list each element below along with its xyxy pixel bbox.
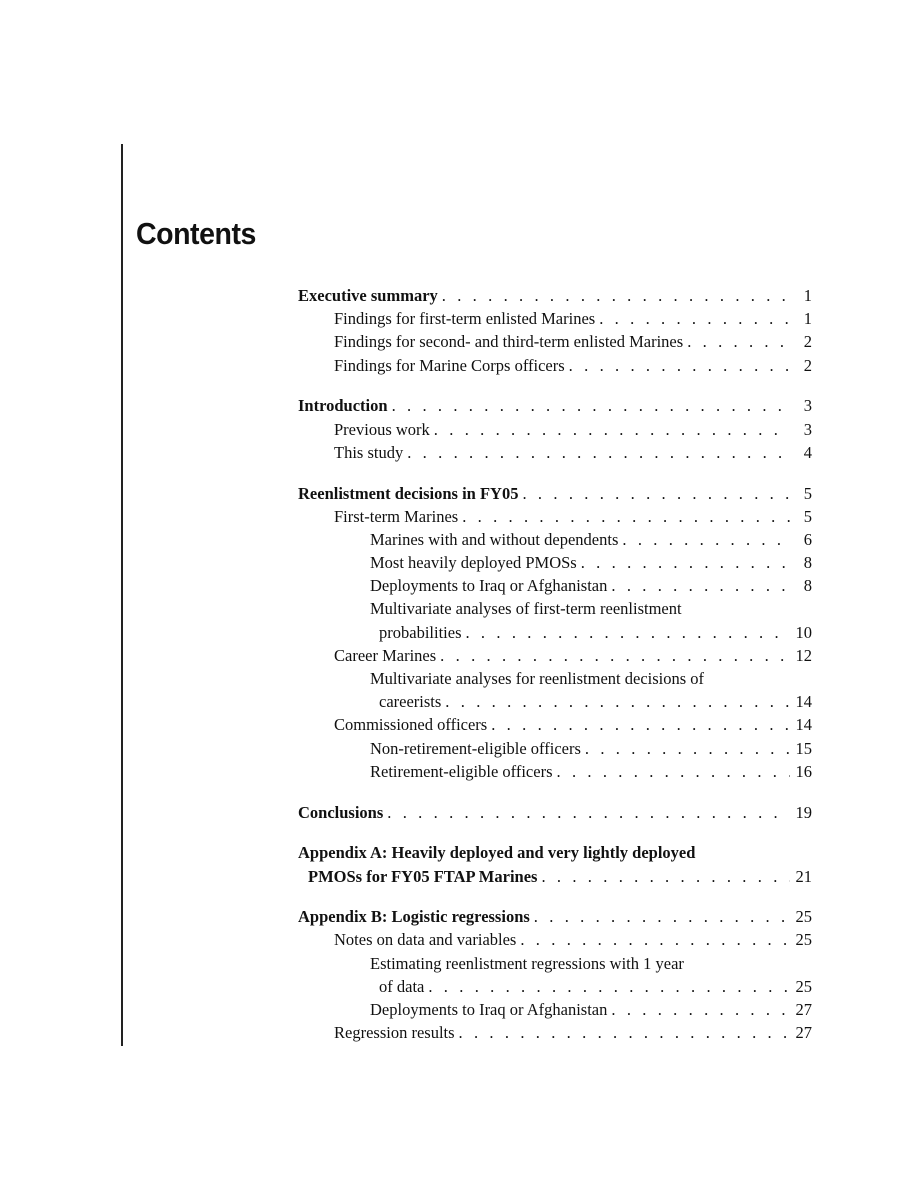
toc-entry-title: This study bbox=[334, 442, 404, 462]
toc-page-number: 10 bbox=[795, 622, 812, 642]
toc-page-number: 5 bbox=[803, 483, 812, 503]
toc-entry[interactable] bbox=[298, 841, 812, 864]
leader-dots bbox=[459, 1021, 790, 1044]
toc-entry[interactable] bbox=[298, 354, 812, 377]
toc-entry-title: Estimating reenlistment regressions with 1 year bbox=[370, 953, 684, 973]
toc-entry-title: Executive summary bbox=[298, 286, 438, 305]
toc-page-number: 15 bbox=[795, 738, 812, 758]
toc-entry-title: Multivariate analyses for reenlistment decisions of bbox=[370, 669, 705, 688]
toc-entry-title: Findings for Marine Corps officers bbox=[334, 355, 565, 375]
toc-page-number: 14 bbox=[795, 715, 812, 735]
toc-entry[interactable] bbox=[298, 1021, 812, 1044]
toc-page-number: 14 bbox=[795, 692, 812, 712]
leader-dots bbox=[434, 418, 790, 441]
toc-entry-title: Deployments to Iraq or Afghanistan bbox=[370, 1000, 608, 1020]
toc-entry[interactable] bbox=[298, 284, 812, 307]
toc-entry-continuation[interactable] bbox=[298, 621, 812, 644]
toc-page-number: 6 bbox=[803, 529, 812, 549]
toc-entry[interactable] bbox=[298, 905, 812, 928]
toc-entry-title-cont: probabilities bbox=[379, 622, 462, 642]
leader-dots bbox=[440, 644, 790, 667]
toc-entry[interactable] bbox=[298, 307, 812, 330]
leader-dots bbox=[522, 482, 790, 505]
toc-entry[interactable] bbox=[298, 952, 812, 975]
toc-entry[interactable] bbox=[298, 760, 812, 783]
toc-entry[interactable] bbox=[298, 482, 812, 505]
toc-entry-title-cont: PMOSs for FY05 FTAP Marines bbox=[308, 866, 538, 886]
toc-entry-continuation[interactable] bbox=[298, 690, 812, 713]
leader-dots bbox=[599, 307, 790, 330]
toc-entry-title: First-term Marines bbox=[334, 506, 459, 526]
toc-entry-continuation[interactable] bbox=[298, 865, 812, 888]
toc-entry[interactable] bbox=[298, 667, 812, 690]
toc-page-number: 3 bbox=[803, 419, 812, 439]
toc-entry[interactable] bbox=[298, 928, 812, 951]
leader-dots bbox=[428, 975, 790, 998]
toc-page-number: 16 bbox=[795, 761, 812, 781]
toc-entry[interactable] bbox=[298, 713, 812, 736]
toc-page-number: 25 bbox=[795, 930, 812, 950]
toc-page-number: 12 bbox=[795, 645, 812, 665]
leader-dots bbox=[687, 330, 790, 353]
leader-dots bbox=[465, 621, 790, 644]
toc-page-number: 25 bbox=[795, 976, 812, 996]
toc-entry[interactable] bbox=[298, 418, 812, 441]
leader-dots bbox=[611, 574, 790, 597]
toc-page-number: 25 bbox=[795, 907, 812, 927]
toc-entry[interactable] bbox=[298, 597, 812, 620]
toc-page-number: 2 bbox=[803, 355, 812, 375]
leader-dots bbox=[581, 551, 790, 574]
toc-page-number: 1 bbox=[803, 286, 812, 305]
toc-entry-title: Retirement-eligible officers bbox=[370, 761, 553, 781]
toc-entry-title-cont: careerists bbox=[379, 692, 442, 712]
toc-entry-title: Conclusions bbox=[298, 802, 384, 822]
leader-dots bbox=[520, 928, 790, 951]
toc-entry[interactable] bbox=[298, 998, 812, 1021]
toc-entry-title: Non-retirement-eligible officers bbox=[370, 738, 581, 758]
leader-dots bbox=[387, 801, 790, 824]
page-title: Contents bbox=[136, 216, 256, 251]
toc-page-number: 3 bbox=[803, 396, 812, 416]
toc-page-number: 8 bbox=[803, 576, 812, 596]
toc-entry-title: Marines with and without dependents bbox=[370, 529, 619, 549]
toc-entry-title: Reenlistment decisions in FY05 bbox=[298, 483, 519, 503]
toc-entry[interactable] bbox=[298, 528, 812, 551]
leader-dots bbox=[622, 528, 790, 551]
toc-entry-title: Appendix A: Heavily deployed and very lightly deployed bbox=[298, 843, 696, 863]
toc-page-number: 27 bbox=[795, 1000, 812, 1020]
toc-page-number: 2 bbox=[803, 332, 812, 352]
toc-page-number: 19 bbox=[795, 802, 812, 822]
toc-entry-title: Deployments to Iraq or Afghanistan bbox=[370, 576, 608, 596]
leader-dots bbox=[392, 394, 790, 417]
leader-dots bbox=[491, 713, 790, 736]
toc-entry-title: Appendix B: Logistic regressions bbox=[298, 907, 530, 927]
leader-dots bbox=[442, 284, 790, 307]
toc-entry-title: Previous work bbox=[334, 419, 430, 439]
table-of-contents bbox=[298, 284, 812, 1044]
leader-dots bbox=[569, 354, 790, 377]
leader-dots bbox=[611, 998, 790, 1021]
leader-dots bbox=[445, 690, 790, 713]
toc-page-number: 1 bbox=[803, 309, 812, 329]
toc-page-number: 8 bbox=[803, 553, 812, 573]
toc-entry-title: Multivariate analyses of first-term reenlistment bbox=[370, 599, 682, 619]
toc-page-number: 21 bbox=[795, 866, 812, 886]
toc-entry-title-cont: of data bbox=[379, 976, 425, 996]
toc-entry-title: Regression results bbox=[334, 1023, 455, 1043]
toc-entry-title: Commissioned officers bbox=[334, 715, 488, 735]
toc-entry[interactable] bbox=[298, 737, 812, 760]
leader-dots bbox=[541, 865, 790, 888]
toc-entry[interactable] bbox=[298, 330, 812, 353]
toc-entry-title: Career Marines bbox=[334, 645, 437, 665]
toc-page-number: 5 bbox=[803, 506, 812, 526]
toc-entry[interactable] bbox=[298, 551, 812, 574]
toc-entry[interactable] bbox=[298, 574, 812, 597]
toc-page-number: 27 bbox=[795, 1023, 812, 1043]
toc-entry-continuation[interactable] bbox=[298, 975, 812, 998]
toc-entry[interactable] bbox=[298, 505, 812, 528]
leader-dots bbox=[585, 737, 790, 760]
toc-entry[interactable] bbox=[298, 801, 812, 824]
toc-entry-title: Most heavily deployed PMOSs bbox=[370, 553, 577, 573]
toc-entry[interactable] bbox=[298, 441, 812, 464]
toc-page-number: 4 bbox=[803, 442, 812, 462]
toc-entry[interactable] bbox=[298, 394, 812, 417]
toc-entry-title: Findings for first-term enlisted Marines bbox=[334, 309, 596, 329]
leader-dots bbox=[557, 760, 791, 783]
toc-entry-title: Notes on data and variables bbox=[334, 930, 517, 950]
leader-dots bbox=[407, 441, 790, 464]
leader-dots bbox=[534, 905, 790, 928]
toc-entry[interactable] bbox=[298, 644, 812, 667]
leader-dots bbox=[462, 505, 790, 528]
toc-entry-title: Introduction bbox=[298, 396, 388, 416]
toc-entry-title: Findings for second- and third-term enlisted Marines bbox=[334, 332, 684, 352]
margin-rule bbox=[121, 144, 123, 1046]
